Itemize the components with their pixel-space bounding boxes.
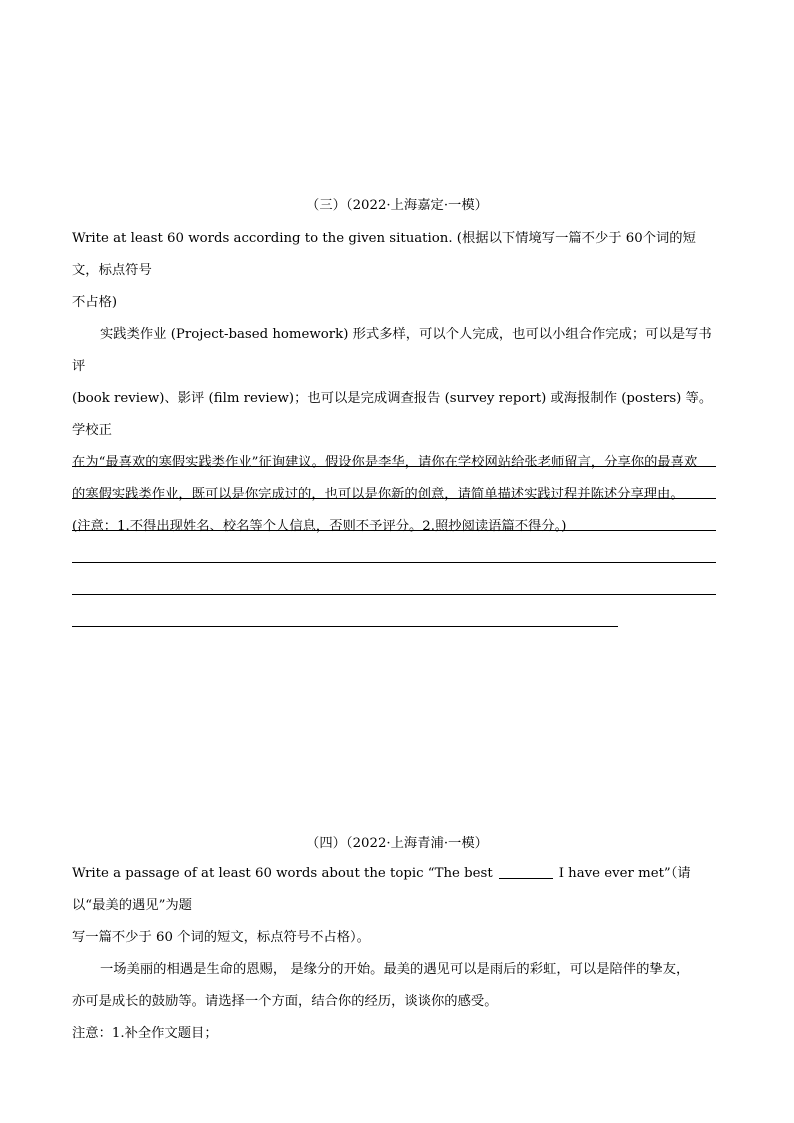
section-4-instruction-line-2: 写一篇不少于 60 个词的短文，标点符号不占格）。: [72, 930, 370, 945]
section-3-instruction-line-1: Write at least 60 words according to the given situation. (根据以下情境写一篇不少于 60个词的短文，标点符号: [72, 231, 696, 278]
section-3-instruction-line-2: 不占格): [72, 295, 118, 310]
topic-text-before: Write a passage of at least 60 words about the topic “The best: [72, 866, 493, 881]
section-4-note: 注意：1.补全作文题目；: [72, 1026, 218, 1041]
topic-text-after: I have ever met”（请以“最美的遇见”为题: [72, 866, 691, 913]
section-4-prompt-line-2: 亦可是成长的鼓励等。请选择一个方面，结合你的经历，谈谈你的感受。: [72, 994, 498, 1009]
section-3-body: [72, 223, 722, 543]
section-4-prompt-line-1: 一场美丽的相遇是生命的恩赐， 是缘分的开始。最美的遇见可以是雨后的彩虹，可以是陪伴的挚友，: [100, 962, 690, 977]
section-4-instruction-line-1: [72, 858, 722, 922]
writing-line-6: [72, 626, 618, 627]
section-3-prompt-line-2: (book review)、影评 (film review)；也可以是完成调查报告 (survey report) 或海报制作 (posters) 等。学校正: [72, 391, 713, 438]
topic-blank: [499, 865, 553, 879]
writing-line-4: [72, 562, 716, 563]
writing-line-1: [72, 466, 716, 467]
writing-line-2: [72, 498, 716, 499]
writing-line-3: [72, 530, 716, 531]
section-3-prompt-line-4: 的寒假实践类作业，既可以是你完成过的，也可以是你新的创意，请简单描述实践过程并陈述分享理由。: [72, 487, 684, 502]
section-3-prompt-line-1: 实践类作业 (Project-based homework) 形式多样，可以个人完成，也可以小组合作完成；可以是写书评: [72, 327, 712, 374]
section-3-title: （三）（2022·上海嘉定·一模）: [306, 198, 488, 213]
section-3-prompt-line-3: 在为“最喜欢的寒假实践类作业”征询建议。假设你是李华，请你在学校网站给张老师留言，分享你的最喜欢: [72, 455, 698, 470]
writing-line-5: [72, 594, 716, 595]
section-4-body: [72, 858, 722, 1050]
section-3-note: (注意：1.不得出现姓名、校名等个人信息，否则不予评分。2.照抄阅读语篇不得分。): [72, 519, 567, 534]
section-4-title: （四）（2022·上海青浦·一模）: [306, 836, 488, 851]
